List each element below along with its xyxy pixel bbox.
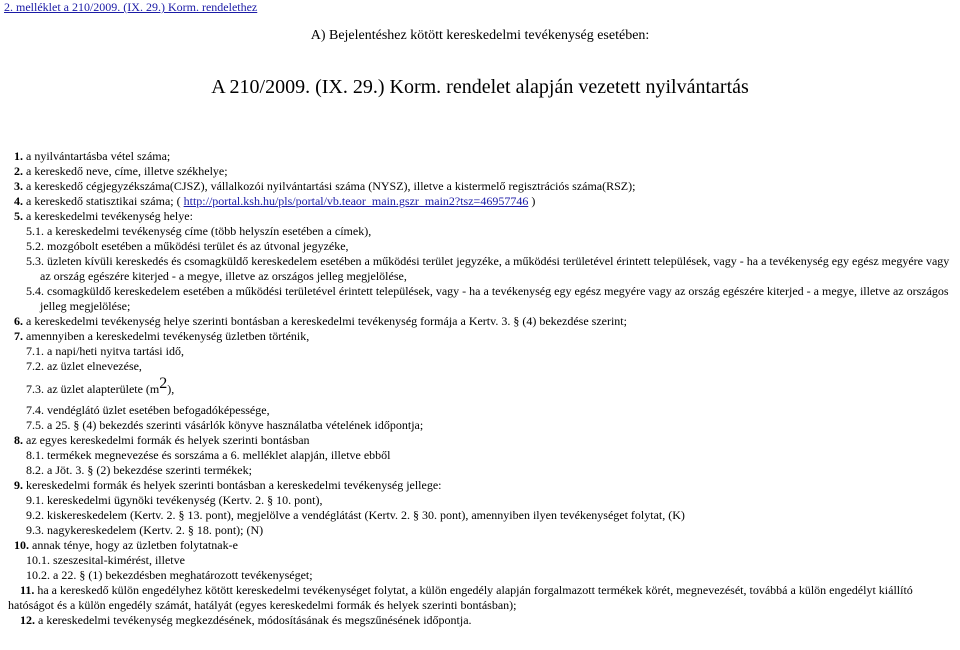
list-item-6: 6. a kereskedelmi tevékenység helye szerinti bontásban a kereskedelmi tevékenység formája a Kertv. 3. § (4) bekezdése szerint;: [14, 314, 627, 328]
ksh-statistics-link[interactable]: http://portal.ksh.hu/pls/portal/vb.teaor_main.gszr_main2?tsz=46957746: [183, 194, 529, 208]
superscript-two: 2: [159, 375, 168, 392]
annex-link[interactable]: 2. melléklet a 210/2009. (IX. 29.) Korm. rendelethez: [4, 0, 258, 14]
list-item-9-3: 9.3. nagykereskedelem (Kertv. 2. § 18. pont); (N): [26, 523, 264, 537]
document-subtitle: A) Bejelentéshez kötött kereskedelmi tevékenység esetében:: [310, 28, 650, 43]
list-item-10-2: 10.2. a 22. § (1) bekezdésben meghatározott tevékenységet;: [26, 568, 313, 582]
list-item-5: 5. a kereskedelmi tevékenység helye:: [14, 209, 193, 223]
list-item-9: 9. kereskedelmi formák és helyek szerinti bontásban a kereskedelmi tevékenység jellege:: [14, 478, 442, 492]
list-item-7-4: 7.4. vendéglátó üzlet esetében befogadóképessége,: [26, 403, 270, 417]
list-item-8: 8. az egyes kereskedelmi formák és helyek szerinti bontásban: [14, 433, 310, 447]
list-item-1: 1. a nyilvántartásba vétel száma;: [14, 149, 171, 163]
register-item-list: [8, 149, 960, 628]
document-title: A 210/2009. (IX. 29.) Korm. rendelet alapján vezetett nyilvántartás: [211, 76, 749, 98]
list-item-10: 10. annak ténye, hogy az üzletben folytatnak-e: [14, 538, 238, 552]
list-item-9-2: 9.2. kiskereskedelem (Kertv. 2. § 13. pont), megjelölve a vendéglátást (Kertv. 2. § 30. pont), amennyiben ilyen tevékenységet folytat, (K): [26, 508, 685, 522]
list-item-8-2: 8.2. a Jöt. 3. § (2) bekezdése szerinti termékek;: [26, 463, 252, 477]
list-item-9-1: 9.1. kereskedelmi ügynöki tevékenység (Kertv. 2. § 10. pont),: [26, 493, 323, 507]
list-item-12: 12. a kereskedelmi tevékenység megkezdésének, módosításának és megszűnésének időpontja.: [20, 613, 472, 627]
list-item-5-2: 5.2. mozgóbolt esetében a működési terület és az útvonal jegyzéke,: [26, 239, 349, 253]
list-item-7: 7. amennyiben a kereskedelmi tevékenység üzletben történik,: [14, 329, 310, 343]
list-item-5-4: 5.4. csomagküldő kereskedelem esetében a működési területével érintett települések, vagy - ha a tevékenység egy egész megyére vagy az ország egészére kiterjed - a megye, illetve az országos jelleg megjelölése;: [26, 284, 949, 313]
list-item-5-1: 5.1. a kereskedelmi tevékenység címe (több helyszín esetében a címek),: [26, 224, 372, 238]
list-item-10-1: 10.1. szeszesital-kimérést, illetve: [26, 553, 185, 567]
list-item-7-5: 7.5. a 25. § (4) bekezdés szerinti vásárlók könyve használatba vételének időpontja;: [26, 418, 424, 432]
list-item-2: 2. a kereskedő neve, címe, illetve székhelye;: [14, 164, 228, 178]
list-item-7-1: 7.1. a napi/heti nyitva tartási idő,: [26, 344, 184, 358]
list-item-11: 11. ha a kereskedő külön engedélyhez kötött kereskedelmi tevékenységet folytat, a külön engedély alapján forgalmazott termékek körét, megnevezését, továbbá a külön engedélyt kiállító hatóságot és a külön engedély számát, hatályát (egyes kereskedelmi formák és helyek szerinti bontásban);: [8, 583, 913, 612]
list-item-4: 4. a kereskedő statisztikai száma; ( http://portal.ksh.hu/pls/portal/vb.teaor_main.gszr_main2?tsz=46957746 ): [14, 194, 536, 208]
list-item-7-3: 7.3. az üzlet alapterülete (m2),: [26, 375, 175, 396]
list-item-3: 3. a kereskedő cégjegyzékszáma(CJSZ), vállalkozói nyilvántartási száma (NYSZ), illetve a kistermelő regisztrációs száma(RSZ);: [14, 179, 636, 193]
list-item-7-2: 7.2. az üzlet elnevezése,: [26, 359, 142, 373]
list-item-8-1: 8.1. termékek megnevezése és sorszáma a 6. melléklet alapján, illetve ebből: [26, 448, 391, 462]
list-item-5-3: 5.3. üzleten kívüli kereskedés és csomagküldő kereskedelem esetében a működési terület jegyzéke, a működési területével érintett települések, vagy - ha a tevékenység egy egész megyére vagy az ország egészére kiterjed - a megye, illetve az országos jelleg megjelölése,: [26, 254, 950, 283]
